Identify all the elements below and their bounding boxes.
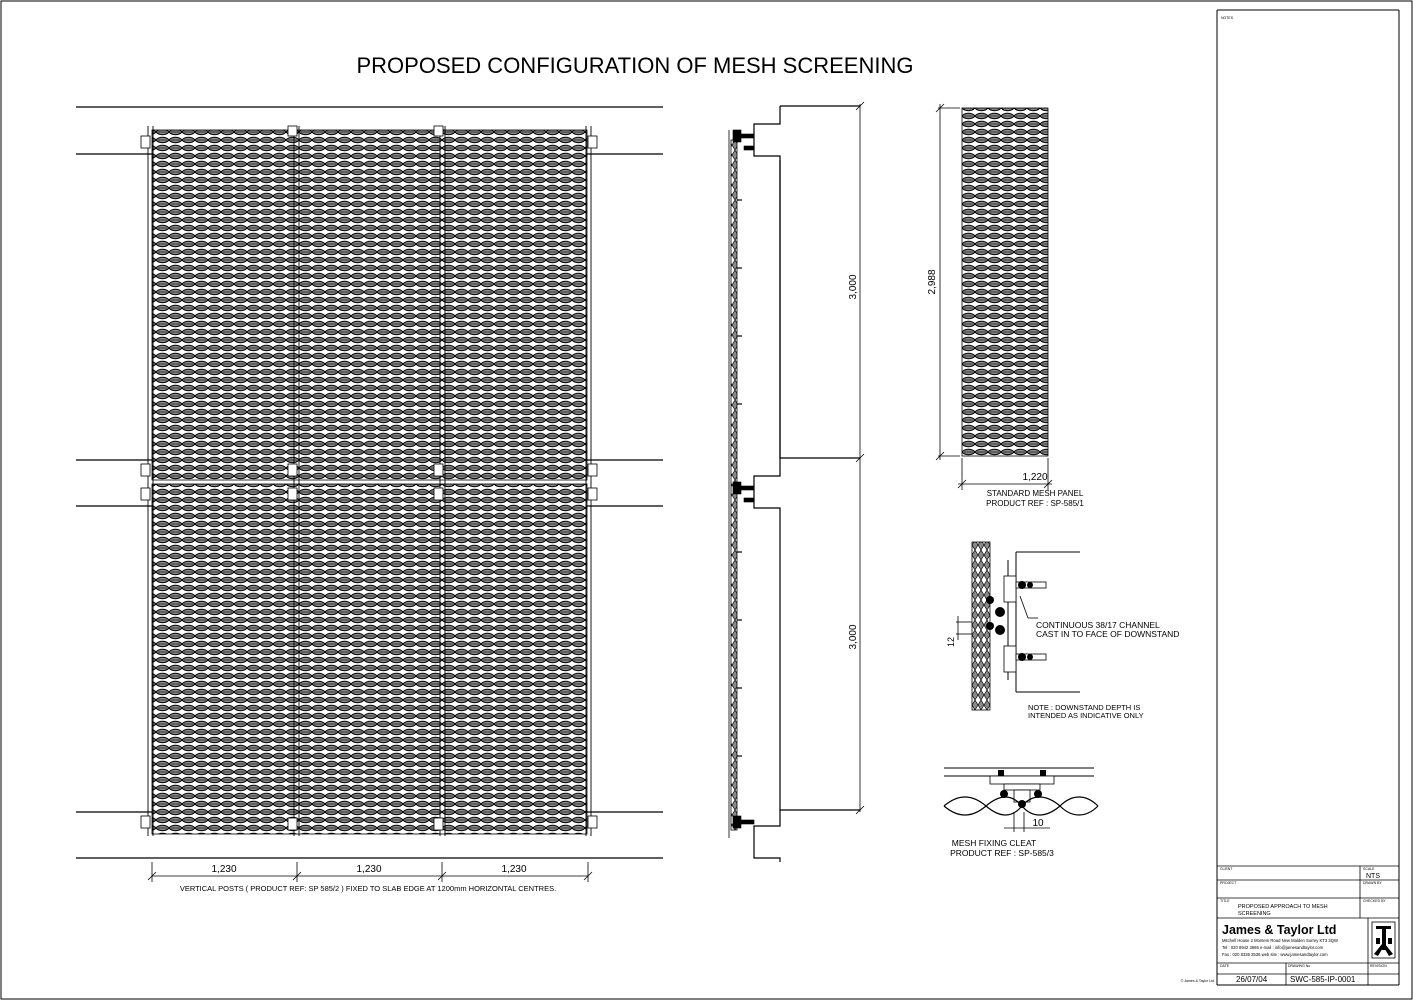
- mesh-panels-elevation: [152, 130, 587, 834]
- panel-height-dim: 2,988: [927, 269, 938, 295]
- company-fax: Fax : 020 8336 2536 web site : www.jamesandtaylor.com: [1222, 952, 1328, 957]
- channel-label-2: CAST IN TO FACE OF DOWNSTAND: [1036, 629, 1180, 639]
- notes-label: NOTES: [1221, 16, 1234, 20]
- mesh-fixing-cleat-detail: [944, 768, 1098, 858]
- drawing-number-label: DRAWING No: [1288, 964, 1311, 968]
- cleat-caption: MESH FIXING CLEAT: [951, 838, 1037, 848]
- title-block: [1181, 16, 1399, 985]
- drawing-number: SWC-585-IP-0001: [1290, 975, 1356, 984]
- company-address: Mitchell House 2 Montem Road New Malden Surrey KT3 3QW: [1222, 938, 1338, 943]
- drawing-title: PROPOSED CONFIGURATION OF MESH SCREENING: [356, 53, 914, 78]
- date-label: DATE: [1220, 964, 1230, 968]
- downstand-note: NOTE : DOWNSTAND DEPTH IS: [1028, 703, 1141, 712]
- panel-width-dim: 1,220: [1022, 472, 1048, 483]
- posts-note: VERTICAL POSTS ( PRODUCT REF: SP 585/2 ) FIXED TO SLAB EDGE AT 1200mm HORIZONTAL CENTRES.: [179, 884, 557, 893]
- scale-label: SCALE: [1363, 867, 1375, 871]
- standard-mesh-panel: [927, 104, 1084, 508]
- cleat-product-ref: PRODUCT REF : SP-585/3: [950, 848, 1054, 858]
- project-label: PROJECT: [1220, 881, 1237, 885]
- drawing-title-line-2: SCREENING: [1238, 911, 1271, 917]
- channel-fixing-detail: [946, 542, 1179, 720]
- company-telephone: Tel : 020 8942 3666 e-mail : info@jamesandtaylor.com: [1222, 945, 1324, 950]
- company-logo: [1372, 922, 1395, 958]
- panel-caption: STANDARD MESH PANEL: [986, 489, 1084, 498]
- client-label: CLIENT: [1220, 867, 1233, 871]
- width-dim-3: 1,230: [501, 864, 527, 875]
- revision-label: REVISION: [1370, 964, 1387, 968]
- cleat-dim: 10: [1032, 818, 1044, 829]
- copyright-note: © James & Taylor Ltd: [1180, 979, 1214, 983]
- drawing-title-line-1: PROPOSED APPROACH TO MESH: [1238, 904, 1328, 910]
- slab-profiles: [754, 106, 860, 862]
- scale-value: NTS: [1366, 873, 1380, 880]
- side-section: [729, 102, 864, 862]
- width-dim-2: 1,230: [356, 864, 382, 875]
- width-dim-1: 1,230: [211, 864, 237, 875]
- panel-product-ref: PRODUCT REF : SP-585/1: [986, 499, 1084, 508]
- section-cleats: [737, 200, 742, 756]
- title-label: TITLE: [1220, 899, 1230, 903]
- drawing-date: 26/07/04: [1236, 975, 1268, 984]
- front-elevation: [76, 107, 663, 893]
- height-dim-1: 3,000: [848, 274, 859, 300]
- channel-gap-dim: 12: [946, 636, 956, 648]
- height-dim-2: 3,000: [848, 624, 859, 650]
- company-name: James & Taylor Ltd: [1222, 923, 1337, 937]
- drawn-by-label: DRAWN BY: [1363, 881, 1382, 885]
- channel-label: CONTINUOUS 38/17 CHANNEL: [1036, 620, 1160, 630]
- downstand-note-2: INTENDED AS INDICATIVE ONLY: [1028, 711, 1144, 720]
- checked-by-label: CHECKED BY: [1363, 899, 1386, 903]
